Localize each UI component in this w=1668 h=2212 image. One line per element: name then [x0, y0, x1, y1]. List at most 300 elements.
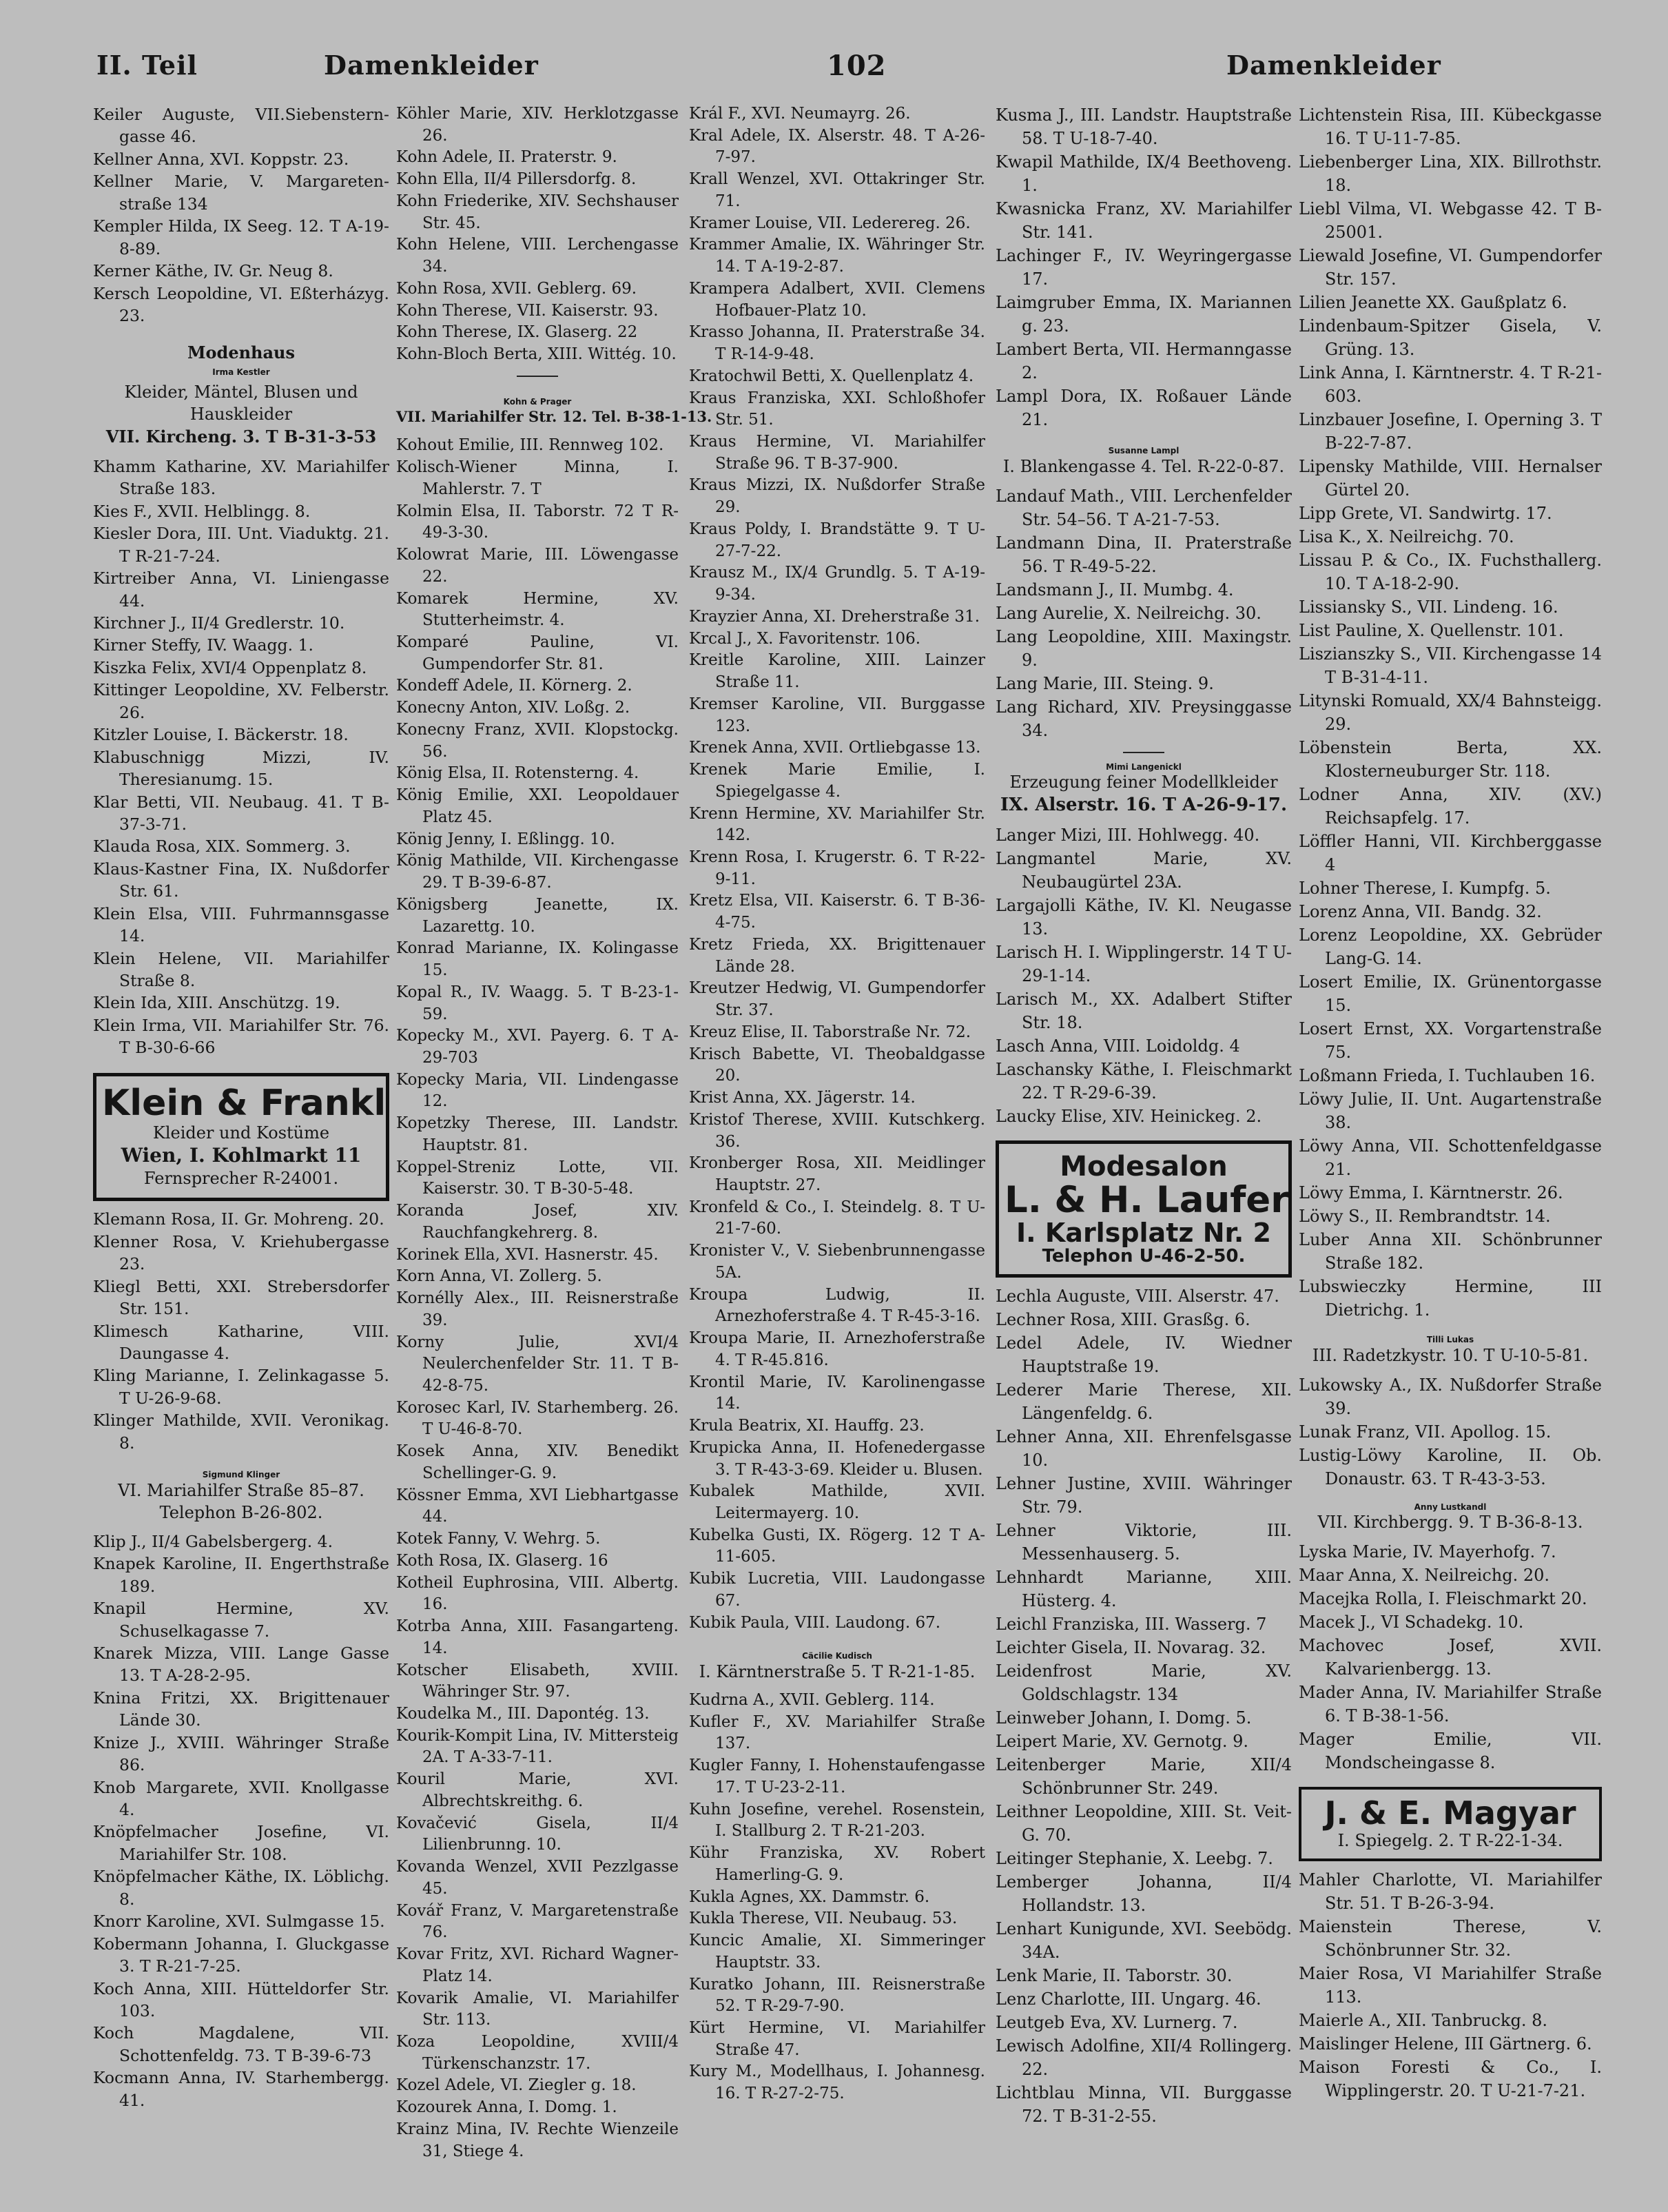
- directory-entry: Kristof Therese, XVIII. Kutschkerg. 36.: [689, 1110, 985, 1151]
- directory-entry: Kempler Hilda, IX Seeg. 12. T A-19-8-89.: [93, 216, 389, 258]
- directory-entry: Krula Beatrix, XI. Hauffg. 23.: [689, 1417, 925, 1435]
- directory-entry: Kühr Franziska, XV. Robert Hamerling-G. 9.: [689, 1844, 985, 1884]
- directory-entry: Köhler Marie, XIV. Herklotzgasse 26.: [396, 105, 679, 145]
- directory-entry: Lechla Auguste, VIII. Alserstr. 47.: [996, 1287, 1279, 1307]
- directory-entry: Klip J., II/4 Gabelsbergerg. 4.: [93, 1531, 333, 1551]
- entry-list: [996, 823, 1292, 1128]
- directory-entry: Klabuschnigg Mizzi, IV. Theresianumg. 15.: [93, 747, 389, 790]
- directory-entry: Klimesch Katharine, VIII. Daungasse 4.: [93, 1321, 389, 1363]
- directory-entry: Lang Richard, XIV. Preysinggasse 34.: [996, 697, 1292, 740]
- entry-list: [996, 484, 1292, 742]
- directory-entry: Klemann Rosa, II. Gr. Mohreng. 20.: [93, 1209, 384, 1229]
- entry-list: [1299, 1373, 1602, 1491]
- directory-entry: Knize J., XVIII. Währinger Straße 86.: [93, 1732, 389, 1775]
- directory-entry: Koch Magdalene, VII. Schottenfeldg. 73. T B-39-6-73: [93, 2023, 389, 2065]
- ad-tilli-lukas: [1299, 1335, 1602, 1366]
- directory-entry: Lorenz Leopoldine, XX. Gebrüder Lang-G. 14.: [1299, 925, 1602, 968]
- directory-entry: Krisch Babette, VI. Theobaldgasse 20.: [689, 1045, 985, 1085]
- directory-entry: Maier Rosa, VI Mariahilfer Straße 113.: [1299, 1964, 1602, 2007]
- directory-entry: Lustig-Löwy Karoline, II. Ob. Donaustr. 63. T R-43-3-53.: [1299, 1445, 1602, 1488]
- directory-entry: Kremser Karoline, VII. Burggasse 123.: [689, 695, 985, 735]
- directory-entry: Litynski Romuald, XX/4 Bahnsteigg. 29.: [1299, 691, 1602, 734]
- directory-entry: Königsberg Jeanette, IX. Lazarettg. 10.: [396, 895, 679, 936]
- directory-entry: Kroupa Ludwig, II. Arnezhoferstraße 4. T R-45-3-16.: [689, 1285, 985, 1326]
- directory-entry: Krenn Hermine, XV. Mariahilfer Str. 142.: [689, 804, 985, 845]
- directory-entry: Lunak Franz, VII. Apollog. 15.: [1299, 1422, 1552, 1442]
- directory-entry: Liszianszky S., VII. Kirchengasse 14 T B-31-4-11.: [1299, 644, 1602, 687]
- directory-entry: Lissiansky S., VII. Lindeng. 16.: [1299, 597, 1558, 617]
- directory-entry: Koppel-Streniz Lotte, VII. Kaiserstr. 30. T B-30-5-48.: [396, 1158, 679, 1198]
- directory-entry: Kourik-Kompit Lina, IV. Mittersteig 2A. T A-33-7-11.: [396, 1726, 679, 1767]
- directory-entry: Kretz Elsa, VII. Kaiserstr. 6. T B-36-4-75.: [689, 892, 985, 932]
- directory-entry: Kratochwil Betti, X. Quellenplatz 4.: [689, 367, 974, 385]
- directory-entry: Lissau P. & Co., IX. Fuchsthallerg. 10. T A-18-2-90.: [1299, 551, 1602, 593]
- directory-entry: Kudrna A., XVII. Geblerg. 114.: [689, 1691, 935, 1709]
- ad-lampl-address: I. Blankengasse 4. Tel. R-22-0-87.: [1002, 456, 1285, 476]
- directory-entry: Krenek Marie Emilie, I. Spiegelgasse 4.: [689, 761, 985, 801]
- directory-entry: Kirner Steffy, IV. Waagg. 1.: [93, 635, 313, 655]
- directory-entry: Lenk Marie, II. Taborstr. 30.: [996, 1966, 1233, 1986]
- directory-entry: Laucky Elise, XIV. Heinickeg. 2.: [996, 1107, 1262, 1127]
- ad-klein-frankl-desc: Kleider und Kostüme: [152, 1123, 330, 1143]
- directory-entry: Landauf Math., VIII. Lerchenfelder Str. 54–56. T A-21-7-53.: [996, 486, 1292, 529]
- column-3: [689, 103, 985, 2198]
- directory-entry: Komarek Hermine, XV. Stutterheimstr. 4.: [396, 589, 679, 630]
- directory-entry: Kohn Rosa, XVII. Geblerg. 69.: [396, 279, 637, 298]
- directory-entry: Kovačević Gisela, II/4 Lilienbrunng. 10.: [396, 1814, 679, 1854]
- ad-kudisch-address: I. Kärntnerstraße 5. T R-21-1-85.: [699, 1662, 976, 1681]
- ad-langenickl-name: Mimi Langenickl: [1106, 761, 1182, 772]
- directory-entry: Kovář Franz, V. Margaretenstraße 76.: [396, 1901, 679, 1942]
- directory-entry: Kukla Agnes, XX. Dammstr. 6.: [689, 1887, 930, 1906]
- directory-entry: Kling Marianne, I. Zelinkagasse 5. T U-26-9-68.: [93, 1366, 389, 1408]
- entry-list: [1299, 1868, 1602, 2102]
- entry-list: [396, 103, 679, 366]
- directory-entry: Knöpfelmacher Josefine, VI. Mariahilfer Str. 108.: [93, 1822, 389, 1864]
- directory-entry: Mahler Charlotte, VI. Mariahilfer Str. 51. T B-26-3-94.: [1299, 1870, 1602, 1914]
- directory-entry: Kerner Käthe, IV. Gr. Neug 8.: [93, 261, 333, 281]
- directory-entry: Kuratko Johann, III. Reisnerstraße 52. T R-29-7-90.: [689, 1975, 985, 2016]
- ad-sigmund-klinger: [93, 1471, 389, 1524]
- directory-entry: Lasch Anna, VIII. Loidoldg. 4: [996, 1036, 1240, 1056]
- directory-entry: Löwy Anna, VII. Schottenfeldgasse 21.: [1299, 1136, 1602, 1179]
- directory-entry: Krammer Amalie, IX. Währinger Str. 14. T A-19-2-87.: [689, 236, 985, 276]
- entry-list: [1299, 103, 1602, 1322]
- directory-entry: Losert Ernst, XX. Vorgartenstraße 75.: [1299, 1019, 1602, 1062]
- column-1: [93, 103, 389, 2198]
- directory-entry: Kondeff Adele, II. Körnerg. 2.: [396, 677, 632, 695]
- entry-list: [689, 1690, 985, 2105]
- ad-laufer-address: I. Karlsplatz Nr. 2: [1016, 1217, 1271, 1248]
- ad-klein-frankl-name: Klein & Frankl: [102, 1082, 387, 1124]
- ad-langenickl-address: IX. Alserstr. 16. T A-26-9-17.: [1000, 795, 1288, 816]
- entry-list: [1299, 1540, 1602, 1774]
- directory-entry: Linzbauer Josefine, I. Operning 3. T B-22-7-87.: [1299, 410, 1602, 453]
- directory-entry: Kopecky M., XVI. Payerg. 6. T A-29-703: [396, 1027, 679, 1067]
- directory-entry: Lechner Rosa, XIII. Grasßg. 6.: [996, 1310, 1250, 1330]
- directory-entry: Lenhart Kunigunde, XVI. Seebödg. 34A.: [996, 1919, 1292, 1963]
- directory-entry: Landsmann J., II. Mumbg. 4.: [996, 580, 1234, 600]
- directory-entry: Kwapil Mathilde, IX/4 Beethoveng. 1.: [996, 152, 1292, 195]
- directory-entry: Krist Anna, XX. Jägerstr. 14.: [689, 1089, 916, 1107]
- directory-entry: Kugler Fanny, I. Hohenstaufengasse 17. T U-23-2-11.: [689, 1757, 985, 1796]
- directory-entry: Löbenstein Berta, XX. Klosterneuburger Str. 118.: [1299, 738, 1602, 781]
- ad-lukas-name: Tilli Lukas: [1426, 1335, 1474, 1344]
- directory-entry: Lipensky Mathilde, VIII. Hernalser Gürtel 20.: [1299, 457, 1602, 500]
- ad-lampl-name: Susanne Lampl: [1108, 446, 1180, 455]
- directory-entry: Liebl Vilma, VI. Webgasse 42. T B-25001.: [1299, 199, 1602, 242]
- directory-entry: Kraus Poldy, I. Brandstätte 9. T U-27-7-22.: [689, 520, 985, 560]
- directory-entry: Maar Anna, X. Neilreichg. 20.: [1299, 1566, 1550, 1586]
- entry-list: [93, 103, 389, 327]
- entry-list: [996, 1284, 1292, 2128]
- directory-entry: Maison Foresti & Co., I. Wipplingerstr. 20. T U-21-7-21.: [1299, 2058, 1602, 2101]
- directory-entry: Lang Leopoldine, XIII. Maxingstr. 9.: [996, 626, 1292, 670]
- directory-entry: Klar Betti, VII. Neubaug. 41. T B-37-3-71.: [93, 792, 389, 834]
- directory-entry: Korn Anna, VI. Zollerg. 5.: [396, 1267, 602, 1286]
- directory-entry: Kohn Adele, II. Praterstr. 9.: [396, 148, 617, 167]
- directory-entry: Lehner Anna, XII. Ehrenfelsgasse 10.: [996, 1427, 1292, 1471]
- directory-entry: Kwasnicka Franz, XV. Mariahilfer Str. 141.: [996, 199, 1292, 242]
- directory-entry: Mager Emilie, VII. Mondscheingasse 8.: [1299, 1730, 1602, 1773]
- directory-entry: Losert Emilie, IX. Grünentorgasse 15.: [1299, 972, 1602, 1015]
- directory-entry: Link Anna, I. Kärntnerstr. 4. T R-21-603.: [1299, 363, 1602, 406]
- directory-entry: Kubelka Gusti, IX. Rögerg. 12 T A-11-605.: [689, 1526, 985, 1566]
- directory-entry: Klinger Mathilde, XVII. Veronikag. 8.: [93, 1411, 389, 1453]
- directory-entry: Langer Mizi, III. Hohlwegg. 40.: [996, 826, 1260, 846]
- directory-entry: Klaus-Kastner Fina, IX. Nußdorfer Str. 61.: [93, 859, 389, 901]
- ad-klein-frankl-address: Wien, I. Kohlmarkt 11: [121, 1144, 362, 1167]
- directory-entry: Leitinger Stephanie, X. Leebg. 7.: [996, 1849, 1273, 1869]
- directory-entry: Löwy Julie, II. Unt. Augartenstraße 38.: [1299, 1089, 1602, 1132]
- directory-entry: Kraus Mizzi, IX. Nußdorfer Straße 29.: [689, 476, 985, 517]
- directory-entry: Lorenz Anna, VII. Bandg. 32.: [1299, 902, 1542, 921]
- entry-list: [396, 435, 679, 2162]
- ad-kohn-prager: [396, 396, 712, 429]
- page-number: 102: [827, 50, 887, 82]
- directory-entry: Kuncic Amalie, XI. Simmeringer Hauptstr. 33.: [689, 1932, 985, 1972]
- column-4: [996, 103, 1292, 2198]
- directory-entry: Klein Elsa, VIII. Fuhrmannsgasse 14.: [93, 903, 389, 946]
- directory-entry: Krupicka Anna, II. Hofenedergasse 3. T R-43-3-69. Kleider u. Blusen.: [689, 1438, 985, 1479]
- directory-entry: Kramer Louise, VII. Lederereg. 26.: [689, 214, 971, 232]
- directory-entry: Kellner Marie, V. Margareten-straße 134: [93, 172, 389, 214]
- directory-entry: Knöpfelmacher Käthe, IX. Löblichg. 8.: [93, 1867, 389, 1909]
- directory-entry: Knapil Hermine, XV. Schuselkagasse 7.: [93, 1599, 389, 1641]
- directory-entry: Landmann Dina, II. Praterstraße 56. T R-49-5-22.: [996, 533, 1292, 576]
- directory-entry: Kohn Therese, IX. Glaserg. 22: [396, 323, 638, 342]
- directory-entry: Kufler F., XV. Mariahilfer Straße 137.: [689, 1712, 985, 1753]
- directory-entry: Kubik Paula, VIII. Laudong. 67.: [689, 1613, 941, 1632]
- directory-entry: Koth Rosa, IX. Glaserg. 16: [396, 1551, 608, 1570]
- directory-entry: Kraus Franziska, XXI. Schloßhofer Str. 51.: [689, 389, 985, 429]
- directory-entry: Kreutzer Hedwig, VI. Gumpendorfer Str. 37.: [689, 979, 985, 1020]
- directory-entry: König Elsa, II. Rotensterng. 4.: [396, 764, 639, 783]
- directory-entry: Koza Leopoldine, XVIII/4 Türkenschanzstr. 17.: [396, 2033, 679, 2073]
- directory-entry: Kohn Helene, VIII. Lerchengasse 34.: [396, 236, 679, 276]
- entry-list: [93, 1530, 389, 2111]
- directory-entry: Knapek Karoline, II. Engerthstraße 189.: [93, 1554, 389, 1596]
- directory-entry: Korny Julie, XVI/4 Neulerchenfelder Str. 11. T B-42-8-75.: [396, 1333, 679, 1395]
- directory-entry: Laschansky Käthe, I. Fleischmarkt 22. T R-29-6-39.: [996, 1060, 1292, 1103]
- directory-entry: Kozel Adele, VI. Ziegler g. 18.: [396, 2076, 637, 2095]
- directory-entry: Lederer Marie Therese, XII. Längenfeldg. 6.: [996, 1380, 1292, 1424]
- directory-entry: König Mathilde, VII. Kirchengasse 29. T B-39-6-87.: [396, 852, 679, 892]
- directory-entry: Kroupa Marie, II. Arnezhoferstraße 4. T R-45.816.: [689, 1329, 985, 1369]
- ad-caecilie-kudisch: [689, 1652, 985, 1683]
- directory-entry: Krenek Anna, XVII. Ortliebgasse 13.: [689, 739, 981, 757]
- directory-entry: Kusma J., III. Landstr. Hauptstraße 58. T U-18-7-40.: [996, 105, 1292, 148]
- directory-entry: Kovanda Wenzel, XVII Pezzlgasse 45.: [396, 1858, 679, 1898]
- directory-entry: Konrad Marianne, IX. Kolingasse 15.: [396, 939, 679, 980]
- directory-entry: Machovec Josef, XVII. Kalvarienbergg. 13.: [1299, 1636, 1602, 1679]
- ad-laufer: [996, 1140, 1292, 1278]
- directory-entry: Lichtenstein Risa, III. Kübeckgasse 16. T U-11-7-85.: [1299, 105, 1602, 148]
- directory-entry: Kohn Therese, VII. Kaiserstr. 93.: [396, 301, 659, 320]
- directory-entry: Konecny Anton, XIV. Loßg. 2.: [396, 699, 630, 717]
- directory-entry: Kotscher Elisabeth, XVIII. Währinger Str. 97.: [396, 1661, 679, 1701]
- directory-entry: Keiler Auguste, VII.Siebenstern-gasse 46.: [93, 105, 389, 147]
- directory-entry: Kral Adele, IX. Alserstr. 48. T A-26-7-97.: [689, 126, 985, 167]
- directory-entry: Mader Anna, IV. Mariahilfer Straße 6. T B-38-1-56.: [1299, 1683, 1602, 1726]
- directory-entry: Kohn Ella, II/4 Pillersdorfg. 8.: [396, 170, 637, 189]
- directory-entry: Krainz Mina, IV. Rechte Wienzeile 31, Stiege 4.: [396, 2120, 679, 2160]
- directory-entry: Lukowsky A., IX. Nußdorfer Straße 39.: [1299, 1375, 1602, 1418]
- directory-entry: Kouril Marie, XVI. Albrechtskreithg. 6.: [396, 1770, 679, 1810]
- directory-entry: Leipert Marie, XV. Gernotg. 9.: [996, 1732, 1249, 1752]
- directory-entry: Kirtreiber Anna, VI. Liniengasse 44.: [93, 569, 389, 611]
- ad-lukas-address: III. Radetzkystr. 10. T U-10-5-81.: [1312, 1345, 1589, 1365]
- directory-entry: Lachinger F., IV. Weyringergasse 17.: [996, 246, 1292, 289]
- directory-entry: Lindenbaum-Spitzer Gisela, V. Grüng. 13.: [1299, 316, 1602, 359]
- directory-entry: Liewald Josefine, VI. Gumpendorfer Str. 157.: [1299, 246, 1602, 289]
- directory-entry: Kovarik Amalie, VI. Mariahilfer Str. 113.: [396, 1989, 679, 2029]
- header-left-title: Damenkleider: [324, 50, 539, 81]
- directory-entry: Leitenberger Marie, XII/4 Schönbrunner Str. 249.: [996, 1755, 1292, 1799]
- directory-entry: Klenner Rosa, V. Kriehubergasse 23.: [93, 1231, 389, 1274]
- directory-entry: Lisa K., X. Neilreichg. 70.: [1299, 527, 1514, 546]
- entry-list: [93, 455, 389, 1059]
- directory-entry: Kürt Hermine, VI. Mariahilfer Straße 47.: [689, 2019, 985, 2059]
- directory-entry: Langmantel Marie, XV. Neubaugürtel 23A.: [996, 849, 1292, 892]
- directory-entry: Král F., XVI. Neumayrg. 26.: [689, 105, 911, 123]
- directory-entry: Lang Aurelie, X. Neilreichg. 30.: [996, 603, 1262, 623]
- ad-laufer-name: L. & H. Laufer: [1005, 1179, 1289, 1222]
- ad-irma-kestler: [93, 342, 389, 449]
- directory-entry: Knina Fritzi, XX. Brigittenauer Lände 30.: [93, 1688, 389, 1730]
- directory-entry: Lubswieczky Hermine, III Dietrichg. 1.: [1299, 1277, 1602, 1320]
- directory-entry: Kolowrat Marie, III. Löwengasse 22.: [396, 546, 679, 586]
- directory-entry: Krampera Adalbert, XVII. Clemens Hofbauer-Platz 10.: [689, 279, 985, 320]
- directory-entry: Lambert Berta, VII. Hermanngasse 2.: [996, 340, 1292, 382]
- directory-entry: Lilien Jeanette XX. Gaußplatz 6.: [1299, 293, 1567, 312]
- directory-entry: Lenz Charlotte, III. Ungarg. 46.: [996, 1989, 1262, 2009]
- directory-entry: Krasso Johanna, II. Praterstraße 34. T R-14-9-48.: [689, 323, 985, 364]
- directory-entry: Kopetzky Therese, III. Landstr. Hauptstr. 81.: [396, 1114, 679, 1154]
- ad-lustkandl-name: Anny Lustkandl: [1414, 1502, 1487, 1512]
- ad-langenickl-desc: Erzeugung feiner Modellkleider: [1009, 772, 1278, 792]
- directory-entry: Kukla Therese, VII. Neubaug. 53.: [689, 1909, 958, 1928]
- directory-entry: Kohn-Bloch Berta, XIII. Wittég. 10.: [396, 345, 677, 364]
- ad-susanne-lampl: [996, 447, 1292, 478]
- directory-entry: Maienstein Therese, V. Schönbrunner Str. 32.: [1299, 1917, 1602, 1960]
- directory-entry: Maislinger Helene, III Gärtnerg. 6.: [1299, 2034, 1592, 2054]
- directory-entry: Kirchner J., II/4 Gredlerstr. 10.: [93, 613, 345, 633]
- directory-entry: Korinek Ella, XVI. Hasnerstr. 45.: [396, 1245, 659, 1264]
- directory-entry: Leidenfrost Marie, XV. Goldschlagstr. 134: [996, 1661, 1292, 1705]
- directory-entry: Lichtblau Minna, VII. Burggasse 72. T B-31-2-55.: [996, 2083, 1292, 2127]
- directory-entry: Kopal R., IV. Waagg. 5. T B-23-1-59.: [396, 983, 679, 1023]
- directory-entry: König Jenny, I. Eßlingg. 10.: [396, 830, 615, 848]
- directory-entry: Kellner Anna, XVI. Koppstr. 23.: [93, 149, 349, 169]
- directory-entry: Loßmann Frieda, I. Tuchlauben 16.: [1299, 1066, 1596, 1085]
- ad-klein-frankl-phone: Fernsprecher R-24001.: [143, 1169, 339, 1189]
- directory-entry: Macek J., VI Schadekg. 10.: [1299, 1612, 1524, 1632]
- directory-entry: Löwy Emma, I. Kärntnerstr. 26.: [1299, 1183, 1563, 1202]
- directory-entry: Krausz M., IX/4 Grundlg. 5. T A-19-9-34.: [689, 564, 985, 604]
- directory-entry: Klauda Rosa, XIX. Sommerg. 3.: [93, 837, 351, 857]
- ad-kestler-address: VII. Kircheng. 3. T B-31-3-53: [105, 426, 377, 447]
- directory-entry: Kronfeld & Co., I. Steindelg. 8. T U-21-7-60.: [689, 1198, 985, 1238]
- directory-entry: Kreuz Elise, II. Taborstraße Nr. 72.: [689, 1023, 971, 1041]
- directory-entry: Knob Margarete, XVII. Knollgasse 4.: [93, 1777, 389, 1820]
- directory-entry: Larisch M., XX. Adalbert Stifter Str. 18.: [996, 990, 1292, 1033]
- directory-entry: Krayzier Anna, XI. Dreherstraße 31.: [689, 607, 980, 626]
- directory-entry: Knarek Mizza, VIII. Lange Gasse 13. T A-28-2-95.: [93, 1643, 389, 1686]
- directory-entry: Krenn Rosa, I. Krugerstr. 6. T R-22-9-11.: [689, 848, 985, 888]
- directory-entry: Lemberger Johanna, II/4 Hollandstr. 13.: [996, 1872, 1292, 1916]
- ad-klein-frankl: [93, 1073, 389, 1202]
- directory-entry: Krall Wenzel, XVI. Ottakringer Str. 71.: [689, 170, 985, 210]
- directory-entry: Kornélly Alex., III. Reisnerstraße 39.: [396, 1289, 679, 1329]
- directory-entry: Krontil Marie, IV. Karolinengasse 14.: [689, 1373, 985, 1413]
- directory-entry: Lehnhardt Marianne, XIII. Hüsterg. 4.: [996, 1568, 1292, 1611]
- directory-entry: Kubalek Mathilde, XVII. Leitermayerg. 10.: [689, 1482, 985, 1522]
- directory-entry: Krcal J., X. Favoritenstr. 106.: [689, 629, 921, 648]
- directory-entry: Kersch Leopoldine, VI. Eßterházyg. 23.: [93, 283, 389, 325]
- directory-entry: Koudelka M., III. Dapontég. 13.: [396, 1705, 650, 1723]
- directory-entry: Kittinger Leopoldine, XV. Felberstr. 26.: [93, 680, 389, 722]
- directory-entry: Leichter Gisela, II. Novarag. 32.: [996, 1638, 1266, 1658]
- directory-entry: Lehner Justine, XVIII. Währinger Str. 79.: [996, 1474, 1292, 1517]
- header-part-label: II. Teil: [96, 50, 198, 81]
- directory-entry: Kiesler Dora, III. Unt. Viaduktg. 21. T R-21-7-24.: [93, 524, 389, 566]
- directory-entry: Kretz Frieda, XX. Brigittenauer Lände 28.: [689, 935, 985, 976]
- directory-entry: Kosek Anna, XIV. Benedikt Schellinger-G. 9.: [396, 1442, 679, 1482]
- directory-entry: Kozourek Anna, I. Domg. 1.: [396, 2098, 617, 2117]
- ad-klinger-phone: Telephon B-26-802.: [159, 1502, 323, 1522]
- directory-entry: Kliegl Betti, XXI. Strebersdorfer Str. 151.: [93, 1276, 389, 1319]
- ad-laufer-pretitle: Modesalon: [1060, 1151, 1228, 1183]
- separator-rule: [517, 376, 558, 377]
- column-5: [1299, 103, 1602, 2198]
- ad-laufer-phone: Telephon U-46-2-50.: [1042, 1245, 1246, 1267]
- directory-entry: Kitzler Louise, I. Bäckerstr. 18.: [93, 725, 349, 745]
- directory-entry: Kreitle Karoline, XIII. Lainzer Straße 11.: [689, 651, 985, 692]
- ad-anny-lustkandl: [1299, 1503, 1602, 1534]
- directory-entry: Knorr Karoline, XVI. Sulmgasse 15.: [93, 1912, 385, 1932]
- entry-list: [689, 103, 985, 1634]
- directory-entry: Kotrba Anna, XIII. Fasangarteng. 14.: [396, 1617, 679, 1657]
- directory-entry: Larisch H. I. Wipplingerstr. 14 T U-29-1-14.: [996, 943, 1292, 986]
- directory-entry: Kubik Lucretia, VIII. Laudongasse 67.: [689, 1570, 985, 1610]
- directory-entry: Kobermann Johanna, I. Gluckgasse 3. T R-21-7-25.: [93, 1934, 389, 1976]
- directory-entry: Leutgeb Eva, XV. Lurnerg. 7.: [996, 2013, 1238, 2033]
- ad-lustkandl-address: VII. Kirchbergg. 9. T B-36-8-13.: [1317, 1513, 1583, 1533]
- directory-entry: Kiszka Felix, XVI/4 Oppenplatz 8.: [93, 657, 367, 677]
- directory-entry: Kohn Friederike, XIV. Sechshauser Str. 45.: [396, 192, 679, 232]
- directory-entry: Klein Ida, XIII. Anschützg. 19.: [93, 993, 340, 1013]
- directory-entry: Lohner Therese, I. Kumpfg. 5.: [1299, 879, 1551, 898]
- directory-entry: List Pauline, X. Quellenstr. 101.: [1299, 621, 1564, 640]
- ad-kudisch-name: Cäcilie Kudisch: [802, 1651, 872, 1661]
- directory-entry: Komparé Pauline, VI. Gumpendorfer Str. 81.: [396, 633, 679, 673]
- directory-entry: Kopecky Maria, VII. Lindengasse 12.: [396, 1070, 679, 1111]
- ad-klinger-address: VI. Mariahilfer Straße 85–87.: [118, 1480, 364, 1500]
- directory-entry: Laimgruber Emma, IX. Mariannen g. 23.: [996, 293, 1292, 336]
- directory-entry: Kotheil Euphrosina, VIII. Albertg. 16.: [396, 1573, 679, 1614]
- directory-entry: Kronister V., V. Siebenbrunnengasse 5A.: [689, 1242, 985, 1282]
- directory-entry: Kovar Fritz, XVI. Richard Wagner-Platz 14.: [396, 1945, 679, 1985]
- directory-entry: Lewisch Adolfine, XII/4 Rollingerg. 22.: [996, 2036, 1292, 2080]
- directory-entry: Lyska Marie, IV. Mayerhofg. 7.: [1299, 1542, 1556, 1562]
- ad-magyar: [1299, 1787, 1602, 1861]
- directory-entry: Leichl Franziska, III. Wasserg. 7: [996, 1615, 1267, 1635]
- directory-entry: Kössner Emma, XVI Liebhartgasse 44.: [396, 1486, 679, 1526]
- directory-entry: Maierle A., XII. Tanbruckg. 8.: [1299, 2011, 1547, 2031]
- directory-entry: Klein Helene, VII. Mariahilfer Straße 8.: [93, 948, 389, 991]
- directory-entry: Klein Irma, VII. Mariahilfer Str. 76. T B-30-6-66: [93, 1015, 389, 1058]
- directory-entry: Largajolli Käthe, IV. Kl. Neugasse 13.: [996, 896, 1292, 939]
- entry-list: [996, 103, 1292, 431]
- directory-entry: Kuhn Josefine, verehel. Rosenstein, I. Stallburg 2. T R-21-203.: [689, 1800, 985, 1841]
- directory-entry: Lang Marie, III. Steing. 9.: [996, 673, 1214, 693]
- directory-entry: Leithner Leopoldine, XIII. St. Veit-G. 70.: [996, 1802, 1292, 1845]
- directory-entry: Kraus Hermine, VI. Mariahilfer Straße 96. T B-37-900.: [689, 433, 985, 473]
- directory-entry: Lipp Grete, VI. Sandwirtg. 17.: [1299, 504, 1552, 523]
- directory-entry: König Emilie, XXI. Leopoldauer Platz 45.: [396, 786, 679, 826]
- directory-entry: Kolisch-Wiener Minna, I. Mahlerstr. 7. T: [396, 458, 679, 498]
- directory-entry: Khamm Katharine, XV. Mariahilfer Straße 183.: [93, 456, 389, 499]
- separator-rule: [1123, 752, 1164, 753]
- directory-entry: Kocmann Anna, IV. Starhembergg. 41.: [93, 2068, 389, 2110]
- directory-entry: Lehner Viktorie, III. Messenhauserg. 5.: [996, 1521, 1292, 1564]
- ad-mimi-langenickl: [996, 763, 1292, 817]
- directory-entry: Konecny Franz, XVII. Klopstockg. 56.: [396, 720, 679, 761]
- directory-entry: Kotek Fanny, V. Wehrg. 5.: [396, 1530, 601, 1548]
- ad-kohn-prager-address: VII. Mariahilfer Str. 12. Tel. B-38-1-13.: [396, 408, 712, 426]
- directory-entry: Kolmin Elsa, II. Taborstr. 72 T R-49-3-30.: [396, 502, 679, 542]
- directory-entry: Lodner Anna, XIV. (XV.) Reichsapfelg. 17.: [1299, 785, 1602, 828]
- entry-list: [93, 1208, 389, 1454]
- directory-entry: Kury M., Modellhaus, I. Johannesg. 16. T R-27-2-75.: [689, 2062, 985, 2103]
- ad-kestler-name: Irma Kestler: [212, 367, 270, 378]
- directory-entry: Koch Anna, XIII. Hütteldorfer Str. 103.: [93, 1978, 389, 2020]
- directory-entry: Luber Anna XII. Schönbrunner Straße 182.: [1299, 1230, 1602, 1273]
- ad-klinger-name: Sigmund Klinger: [202, 1470, 280, 1480]
- directory-entry: Korosec Karl, IV. Starhemberg. 26. T U-46-8-70.: [396, 1398, 679, 1439]
- ad-kohn-prager-name: Kohn & Prager: [503, 396, 572, 407]
- ad-kestler-desc: Kleider, Mäntel, Blusen und Hauskleider: [124, 382, 358, 424]
- directory-entry: Kies F., XVII. Helblingg. 8.: [93, 501, 311, 521]
- directory-entry: Kronberger Rosa, XII. Meidlinger Hauptstr. 27.: [689, 1154, 985, 1194]
- directory-entry: Kohout Emilie, III. Rennweg 102.: [396, 436, 664, 455]
- ad-magyar-name: J. & E. Magyar: [1324, 1794, 1576, 1832]
- directory-entry: Koranda Josef, XIV. Rauchfangkehrerg. 8.: [396, 1202, 679, 1242]
- page-header: [96, 50, 1578, 91]
- directory-entry: Leinweber Johann, I. Domg. 5.: [996, 1708, 1252, 1728]
- ad-kestler-pretitle: Modenhaus: [187, 342, 296, 363]
